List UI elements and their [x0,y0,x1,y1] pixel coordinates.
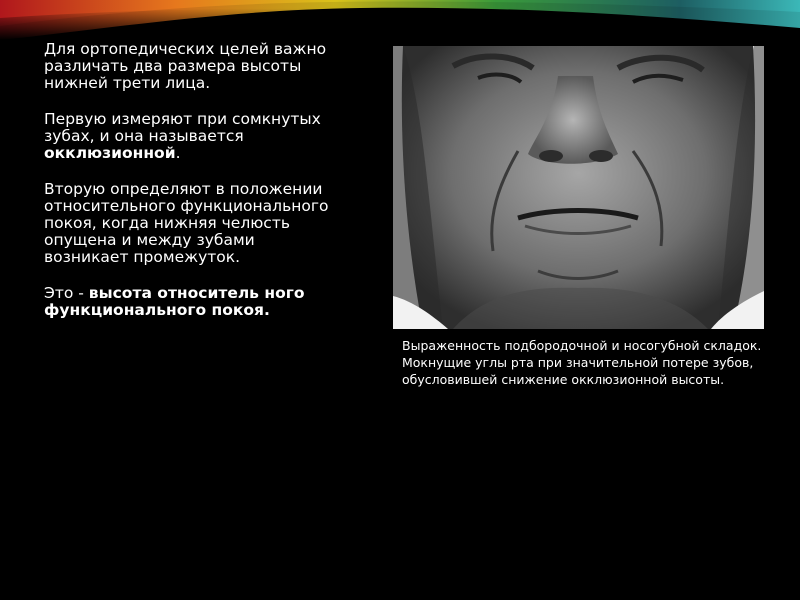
paragraph-rest-position-text: Вторую определяют в положении относительного функционального покоя, когда нижняя челюсть опущена и между зубами возникает промежуток. [44,180,329,266]
face-photo-icon [393,46,764,329]
decorative-color-band [0,0,800,40]
paragraph-conclusion-prefix: Это - [44,284,89,302]
text-column [44,41,344,319]
face-photo [393,46,764,329]
paragraph-occlusal-suffix: . [175,144,181,162]
paragraph-intro [44,41,344,92]
paragraph-rest-position [44,181,344,266]
paragraph-occlusal-prefix: Первую измеряют при сомкнутых зубах, и она называется [44,110,321,145]
photo-caption: Выраженность подбородочной и носогубной складок. Мокнущие углы рта при значительной потере зубов, обусловившей снижение окклюзионной высоты. [402,338,762,387]
paragraph-intro-text: Для ортопедических целей важно различать два размера высоты нижней трети лица. [44,40,327,92]
paragraph-conclusion [44,285,344,319]
paragraph-occlusal [44,111,344,162]
occlusal-term: окклюзионной [44,144,176,162]
rest-height-term: высота относитель ного функционального покоя. [44,284,305,319]
